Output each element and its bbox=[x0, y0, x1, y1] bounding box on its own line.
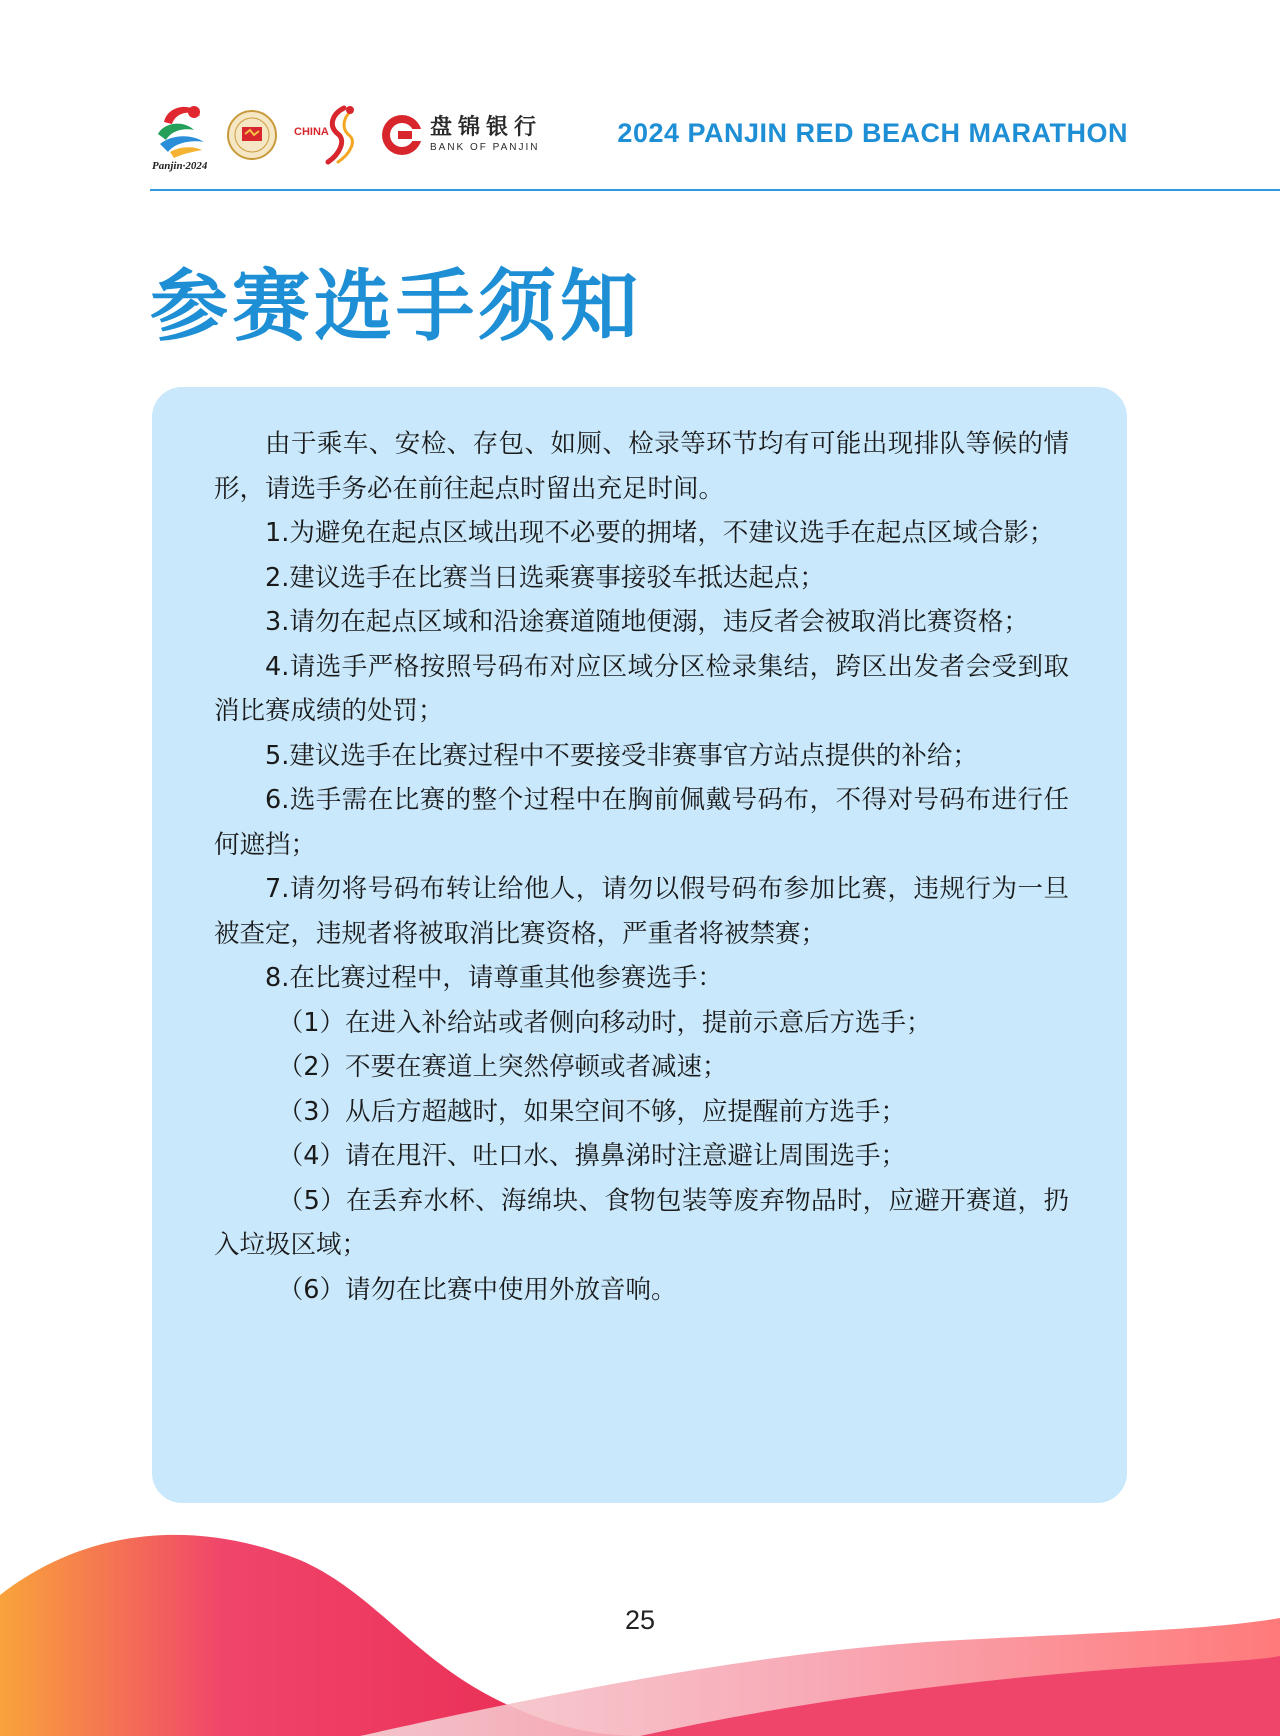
notice-item: 1.为避免在起点区域出现不必要的拥堵，不建议选手在起点区域合影； bbox=[265, 518, 1055, 548]
page-header bbox=[0, 0, 1280, 195]
notice-item: 4.请选手严格按照号码布对应区域分区检录集结，跨区出发者会受到取消比赛成绩的处罚； bbox=[214, 651, 1069, 726]
panjin-2024-logo-icon bbox=[150, 100, 212, 170]
notice-sub-item: （2）不要在赛道上突然停顿或者减速； bbox=[277, 1052, 728, 1082]
sponsor-logos bbox=[150, 100, 542, 170]
notice-sub-item: （4）请在甩汗、吐口水、擤鼻涕时注意避让周围选手； bbox=[277, 1141, 906, 1171]
page-title: 参赛选手须知 bbox=[150, 262, 643, 352]
notice-item: 7.请勿将号码布转让给他人，请勿以假号码布参加比赛，违规行为一旦被查定，违规者将被取消比赛资格，严重者将被禁赛； bbox=[214, 874, 1069, 949]
notice-sub-item: （6）请勿在比赛中使用外放音响。 bbox=[277, 1274, 677, 1305]
bank-name-cn: 盘锦银行 bbox=[430, 115, 543, 140]
notice-item: 6.选手需在比赛的整个过程中在胸前佩戴号码布，不得对号码布进行任何遮挡； bbox=[214, 785, 1069, 860]
notice-sub-item: （3）从后方超越时，如果空间不够，应提醒前方选手； bbox=[277, 1096, 906, 1127]
notice-sub-item: （1）在进入补给站或者侧向移动时，提前示意后方选手； bbox=[277, 1007, 932, 1038]
notice-item: 5.建议选手在比赛过程中不要接受非赛事官方站点提供的补给； bbox=[265, 740, 978, 771]
bank-of-panjin-emblem-icon bbox=[380, 113, 424, 157]
notice-item: 8.在比赛过程中，请尊重其他参赛选手： bbox=[265, 963, 723, 993]
event-title: 2024 PANJIN RED BEACH MARATHON bbox=[617, 118, 1128, 148]
notice-body bbox=[214, 422, 1069, 1312]
notice-item: 3.请勿在起点区域和沿途赛道随地便溺，违反者会被取消比赛资格； bbox=[265, 607, 1029, 637]
athletics-association-emblem-icon bbox=[226, 107, 278, 163]
notice-item: 2.建议选手在比赛当日选乘赛事接驳车抵达起点； bbox=[265, 562, 825, 593]
panjin-logo-caption: Panjin·2024 bbox=[152, 160, 208, 172]
notice-card bbox=[152, 387, 1127, 1503]
header-divider bbox=[150, 189, 1280, 191]
bank-name-en: BANK OF PANJIN bbox=[430, 142, 540, 153]
page-number: 25 bbox=[624, 1605, 656, 1635]
china-marathon-word: CHINA bbox=[294, 126, 329, 138]
notice-intro: 由于乘车、安检、存包、如厕、检录等环节均有可能出现排队等候的情形，请选手务必在前往起点时留出充足时间。 bbox=[214, 429, 1069, 504]
notice-sub-item: （5）在丢弃水杯、海绵块、食物包装等废弃物品时，应避开赛道，扔入垃圾区域； bbox=[214, 1185, 1069, 1260]
bank-of-panjin-logo bbox=[380, 110, 542, 160]
china-marathon-logo-icon bbox=[292, 104, 366, 166]
